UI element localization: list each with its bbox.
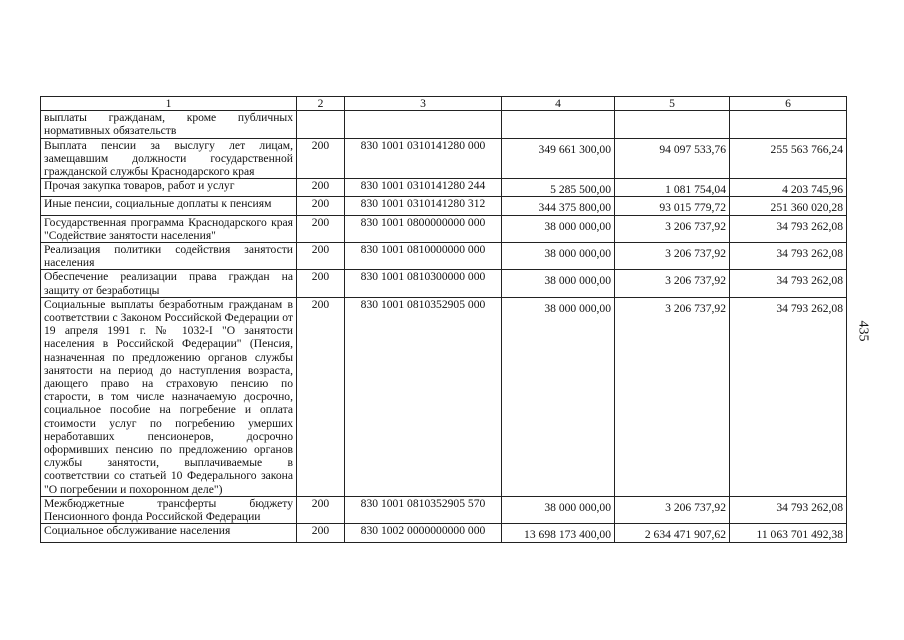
- row-name: Обеспечение реализации права граждан на защиту от безработицы: [41, 270, 297, 297]
- row-value-4: 5 285 500,00: [502, 179, 615, 197]
- row-value-5: 3 206 737,92: [615, 297, 730, 496]
- row-value-4: 349 661 300,00: [502, 138, 615, 179]
- row-code: [297, 111, 345, 138]
- row-name: Прочая закупка товаров, работ и услуг: [41, 179, 297, 197]
- row-value-6: 4 203 745,96: [730, 179, 847, 197]
- row-value-4: 38 000 000,00: [502, 215, 615, 242]
- row-value-5: 3 206 737,92: [615, 270, 730, 297]
- row-kbk: 830 1001 0810300000 000: [345, 270, 502, 297]
- row-kbk: 830 1001 0310141280 244: [345, 179, 502, 197]
- table-row: [41, 524, 847, 542]
- table-row: [41, 197, 847, 215]
- budget-table: [40, 96, 847, 543]
- header-cell: 1: [41, 97, 297, 111]
- row-value-4: [502, 111, 615, 138]
- header-cell: 6: [730, 97, 847, 111]
- header-cell: 4: [502, 97, 615, 111]
- row-value-6: [730, 111, 847, 138]
- table-row: [41, 179, 847, 197]
- row-name: Государственная программа Краснодарского края "Содействие занятости населения": [41, 215, 297, 242]
- row-value-6: 34 793 262,08: [730, 496, 847, 523]
- row-kbk: 830 1001 0810000000 000: [345, 243, 502, 270]
- row-kbk: 830 1001 0810352905 000: [345, 297, 502, 496]
- row-value-6: 251 360 020,28: [730, 197, 847, 215]
- row-value-4: 38 000 000,00: [502, 496, 615, 523]
- row-kbk: 830 1001 0310141280 000: [345, 138, 502, 179]
- row-value-4: 13 698 173 400,00: [502, 524, 615, 542]
- row-name: Выплата пенсии за выслугу лет лицам, замещавшим должности государственной гражданской службы Краснодарского края: [41, 138, 297, 179]
- row-value-6: 34 793 262,08: [730, 215, 847, 242]
- row-value-5: 3 206 737,92: [615, 496, 730, 523]
- row-value-4: 38 000 000,00: [502, 243, 615, 270]
- row-kbk: [345, 111, 502, 138]
- row-code: 200: [297, 270, 345, 297]
- row-value-6: 11 063 701 492,38: [730, 524, 847, 542]
- row-kbk: 830 1002 0000000000 000: [345, 524, 502, 542]
- table-row: [41, 243, 847, 270]
- row-name: выплаты гражданам, кроме публичных нормативных обязательств: [41, 111, 297, 138]
- row-value-6: 34 793 262,08: [730, 243, 847, 270]
- row-code: 200: [297, 197, 345, 215]
- row-code: 200: [297, 496, 345, 523]
- row-code: 200: [297, 243, 345, 270]
- table-row: [41, 496, 847, 523]
- table-row: [41, 215, 847, 242]
- row-value-5: 2 634 471 907,62: [615, 524, 730, 542]
- row-code: 200: [297, 215, 345, 242]
- row-name: Межбюджетные трансферты бюджету Пенсионного фонда Российской Федерации: [41, 496, 297, 523]
- row-value-5: 3 206 737,92: [615, 243, 730, 270]
- row-value-4: 38 000 000,00: [502, 270, 615, 297]
- page-number: 435: [855, 320, 871, 342]
- row-value-6: 255 563 766,24: [730, 138, 847, 179]
- header-cell: 2: [297, 97, 345, 111]
- table-row: [41, 138, 847, 179]
- row-kbk: 830 1001 0800000000 000: [345, 215, 502, 242]
- row-value-5: [615, 111, 730, 138]
- table-row: [41, 270, 847, 297]
- row-name: Иные пенсии, социальные доплаты к пенсиям: [41, 197, 297, 215]
- row-code: 200: [297, 138, 345, 179]
- row-value-5: 3 206 737,92: [615, 215, 730, 242]
- table-row: [41, 297, 847, 496]
- header-cell: 3: [345, 97, 502, 111]
- row-value-4: 38 000 000,00: [502, 297, 615, 496]
- row-kbk: 830 1001 0810352905 570: [345, 496, 502, 523]
- row-code: 200: [297, 179, 345, 197]
- header-cell: 5: [615, 97, 730, 111]
- row-value-4: 344 375 800,00: [502, 197, 615, 215]
- row-kbk: 830 1001 0310141280 312: [345, 197, 502, 215]
- table-row: [41, 111, 847, 138]
- row-value-6: 34 793 262,08: [730, 297, 847, 496]
- row-name: Социальные выплаты безработным гражданам в соответствии с Законом Российской Федерации от 19 апреля 1991 г. № 1032-I "О занятости населения в Российской Федерации" (Пенсия, назначенная по предложению органов службы занятости на период до наступления возраста, дающего право на страховую пенсию по старости, в том числе назначаемую досрочно, социальное пособие на погребение и оплата стоимости услуг по погребению умерших неработавших пенсионеров, досрочно оформивших пенсию по предложению органов службы занятости, выплачиваемые в соответствии со статьей 10 Федерального закона "О погребении и похоронном деле"): [41, 297, 297, 496]
- row-value-5: 1 081 754,04: [615, 179, 730, 197]
- row-value-5: 94 097 533,76: [615, 138, 730, 179]
- row-value-6: 34 793 262,08: [730, 270, 847, 297]
- header-row: [41, 97, 847, 111]
- row-code: 200: [297, 524, 345, 542]
- row-name: Социальное обслуживание населения: [41, 524, 297, 542]
- row-code: 200: [297, 297, 345, 496]
- row-value-5: 93 015 779,72: [615, 197, 730, 215]
- row-name: Реализация политики содействия занятости населения: [41, 243, 297, 270]
